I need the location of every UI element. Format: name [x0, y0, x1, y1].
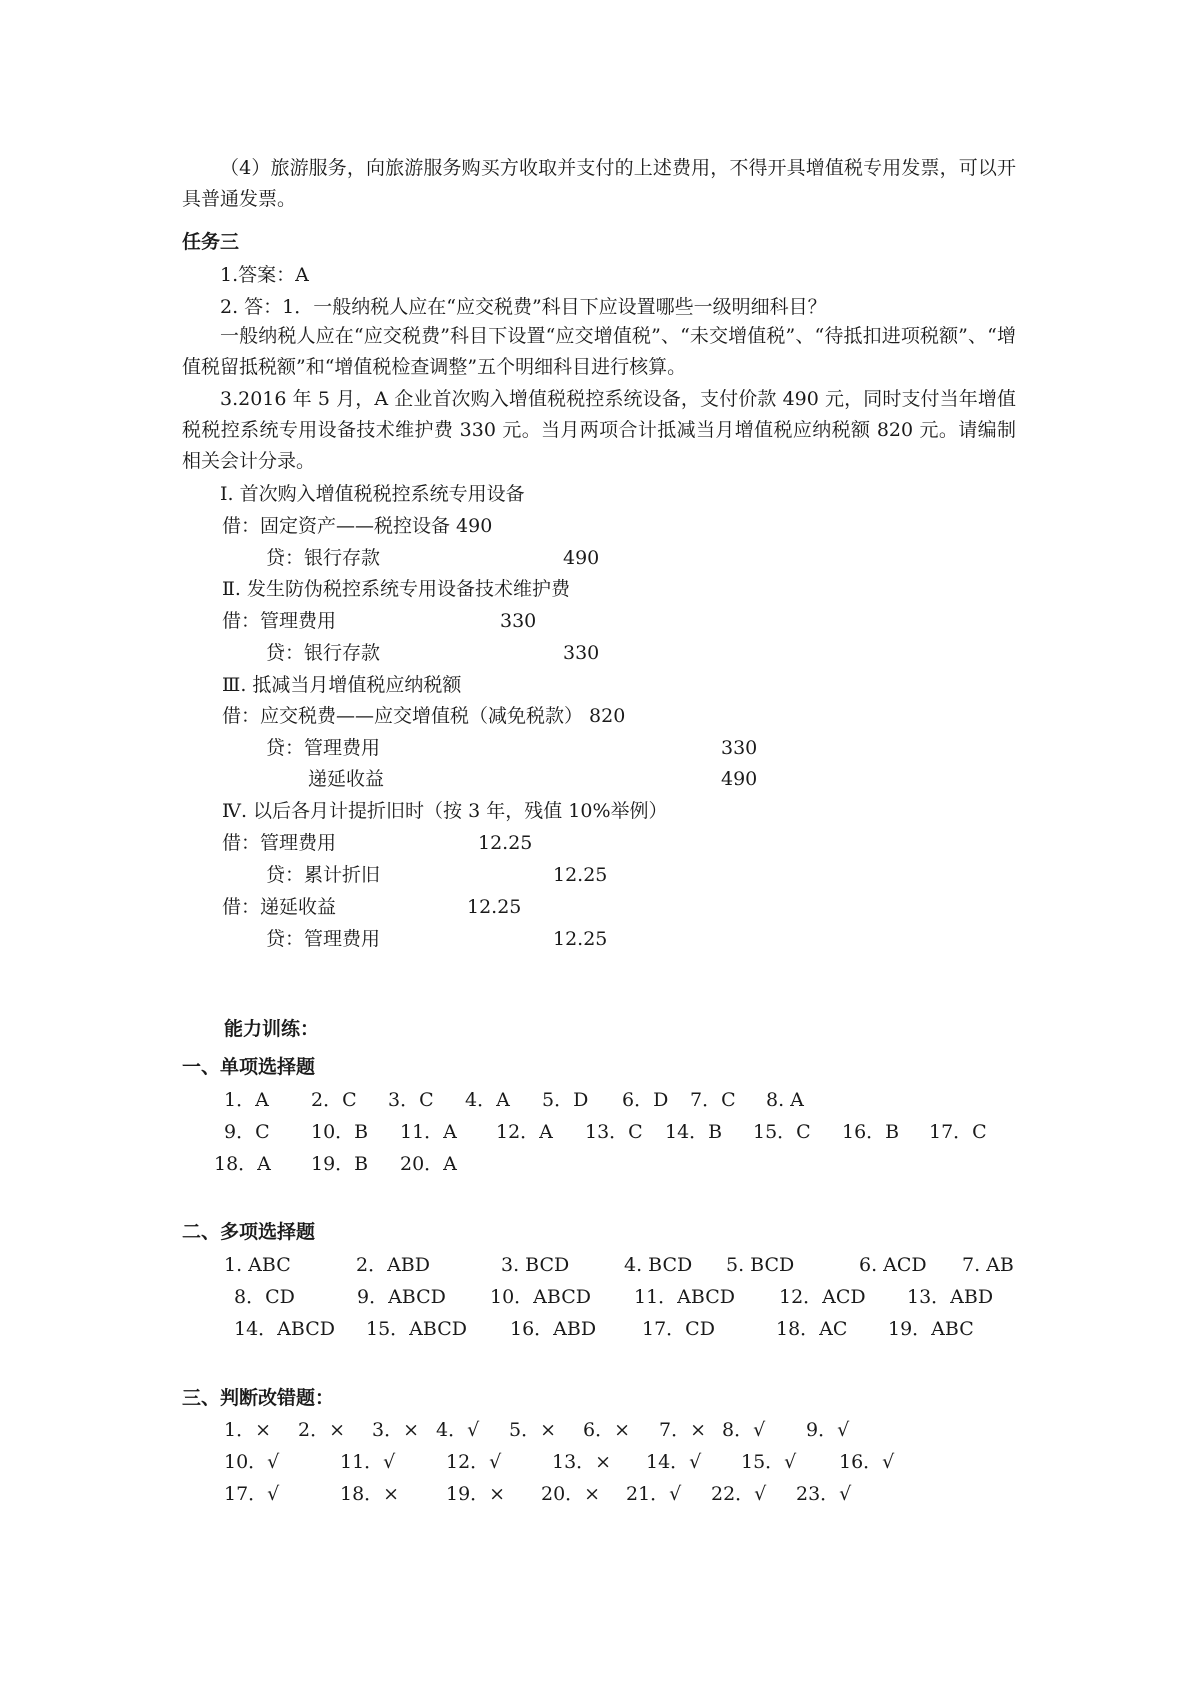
answer-item: 10．B	[311, 1121, 369, 1143]
entry-credit-label: 递延收益	[308, 768, 385, 790]
entry-debit-amount: 12.25	[467, 896, 522, 918]
answer-item: 15．C	[753, 1121, 811, 1143]
entry-credit-label: 贷：累计折旧	[266, 864, 381, 886]
answer-item: 12．A	[496, 1121, 553, 1143]
training-heading: 能力训练：	[224, 1018, 320, 1040]
answer-item: 8．√	[722, 1419, 766, 1441]
true-false-heading: 三、判断改错题：	[182, 1387, 335, 1409]
answer-item: 3．×	[372, 1419, 420, 1441]
answer-item: 7. AB	[962, 1254, 1014, 1276]
answer-item: 12．√	[446, 1451, 502, 1473]
answer-item: 4．A	[465, 1089, 510, 1111]
answer-item: 16．ABD	[510, 1318, 597, 1340]
entry-title-1: Ⅰ. 首次购入增值税税控系统专用设备	[220, 483, 525, 505]
answer-item: 20．×	[541, 1483, 601, 1505]
task3-answer-2: 一般纳税人应在“应交税费”科目下设置“应交增值税”、“未交增值税”、“待抵扣进项税额”、“增值税留抵税额”和“增值税检查调整”五个明细科目进行核算。	[182, 325, 1016, 378]
answer-item: 19．B	[311, 1153, 369, 1175]
answer-item: 16．√	[839, 1451, 895, 1473]
answer-item: 5．×	[509, 1419, 557, 1441]
answer-item: 7．C	[690, 1089, 736, 1111]
answer-item: 15．√	[741, 1451, 797, 1473]
answer-item: 19．ABC	[888, 1318, 974, 1340]
answer-item: 4．√	[436, 1419, 480, 1441]
task3-question-3: 3.2016 年 5 月，A 企业首次购入增值税税控系统设备，支付价款 490 元，同时支付当年增值税税控系统专用设备技术维护费 330 元。当月两项合计抵减当月增值税应纳税额 820 元。请编制相关会计分录。	[182, 388, 1016, 472]
answer-item: 19．×	[446, 1483, 506, 1505]
answer-item: 11．A	[400, 1121, 457, 1143]
answer-item: 23．√	[796, 1483, 852, 1505]
answer-item: 9．ABCD	[357, 1286, 446, 1308]
answer-item: 14．ABCD	[234, 1318, 335, 1340]
answer-item: 13．×	[552, 1451, 612, 1473]
answer-item: 1．×	[224, 1419, 272, 1441]
answer-item: 6．D	[622, 1089, 669, 1111]
answer-item: 13．ABD	[907, 1286, 994, 1308]
entry-credit-amount: 330	[721, 737, 758, 759]
entry-credit-label: 贷：银行存款	[266, 642, 381, 664]
answer-item: 2．ABD	[356, 1254, 431, 1276]
entry-debit-label: 借：管理费用	[222, 832, 337, 854]
entry-credit-amount: 330	[563, 642, 600, 664]
single-choice-heading: 一、单项选择题	[182, 1056, 316, 1078]
answer-item: 2．×	[298, 1419, 346, 1441]
answer-item: 21．√	[626, 1483, 682, 1505]
answer-item: 5. BCD	[726, 1254, 795, 1276]
answer-item: 17．CD	[642, 1318, 715, 1340]
entry-debit-amount: 12.25	[478, 832, 533, 854]
answer-item: 18．A	[214, 1153, 271, 1175]
entry-credit-label: 贷：管理费用	[266, 737, 381, 759]
answer-item: 2．C	[311, 1089, 357, 1111]
answer-item: 11．ABCD	[634, 1286, 735, 1308]
answer-item: 18．×	[340, 1483, 400, 1505]
answer-item: 6. ACD	[859, 1254, 927, 1276]
entry-credit-amount: 490	[721, 768, 758, 790]
entry-credit-amount: 12.25	[553, 864, 608, 886]
answer-item: 22．√	[711, 1483, 767, 1505]
answer-item: 4. BCD	[624, 1254, 693, 1276]
answer-item: 8．CD	[234, 1286, 295, 1308]
answer-item: 10．ABCD	[490, 1286, 591, 1308]
answer-item: 18．AC	[776, 1318, 848, 1340]
answer-item: 14．√	[646, 1451, 702, 1473]
entry-debit-fixed-asset: 借：固定资产——税控设备 490	[222, 515, 493, 537]
answer-item: 14．B	[665, 1121, 723, 1143]
answer-item: 17．√	[224, 1483, 280, 1505]
answer-item: 5．D	[542, 1089, 589, 1111]
answer-item: 20．A	[400, 1153, 457, 1175]
answer-item: 10．√	[224, 1451, 280, 1473]
answer-item: 12．ACD	[779, 1286, 866, 1308]
entry-debit-amount: 330	[500, 610, 537, 632]
answer-item: 9．√	[806, 1419, 850, 1441]
entry-debit-tax: 借：应交税费——应交增值税（减免税款） 820	[222, 705, 626, 727]
task3-heading: 任务三	[182, 231, 240, 253]
entry-title-4: Ⅳ. 以后各月计提折旧时（按 3 年，残值 10%举例）	[222, 800, 668, 822]
entry-credit-amount: 490	[563, 547, 600, 569]
entry-credit-label: 贷：管理费用	[266, 928, 381, 950]
task3-question-2: 2. 答：1．一般纳税人应在“应交税费”科目下应设置哪些一级明细科目？	[220, 296, 827, 318]
entry-debit-label: 借：递延收益	[222, 896, 337, 918]
answer-item: 6．×	[583, 1419, 631, 1441]
multiple-choice-heading: 二、多项选择题	[182, 1221, 316, 1243]
answer-item: 7．×	[659, 1419, 707, 1441]
entry-credit-label: 贷：银行存款	[266, 547, 381, 569]
task3-answer-1: 1.答案：A	[220, 264, 309, 286]
intro-paragraph: （4）旅游服务，向旅游服务购买方收取并支付的上述费用，不得开具增值税专用发票，可以开具普通发票。	[182, 157, 1016, 210]
answer-item: 1．A	[224, 1089, 269, 1111]
entry-title-2: Ⅱ. 发生防伪税控系统专用设备技术维护费	[222, 578, 570, 600]
entry-credit-amount: 12.25	[553, 928, 608, 950]
answer-item: 17．C	[929, 1121, 987, 1143]
answer-item: 15．ABCD	[366, 1318, 467, 1340]
answer-item: 11．√	[340, 1451, 396, 1473]
answer-item: 8. A	[766, 1089, 804, 1111]
answer-item: 3．C	[388, 1089, 434, 1111]
answer-item: 16．B	[842, 1121, 900, 1143]
answer-item: 3. BCD	[501, 1254, 570, 1276]
answer-item: 13．C	[585, 1121, 643, 1143]
entry-debit-label: 借：管理费用	[222, 610, 337, 632]
answer-item: 9．C	[224, 1121, 270, 1143]
entry-title-3: Ⅲ. 抵减当月增值税应纳税额	[222, 674, 462, 696]
answer-item: 1. ABC	[224, 1254, 291, 1276]
